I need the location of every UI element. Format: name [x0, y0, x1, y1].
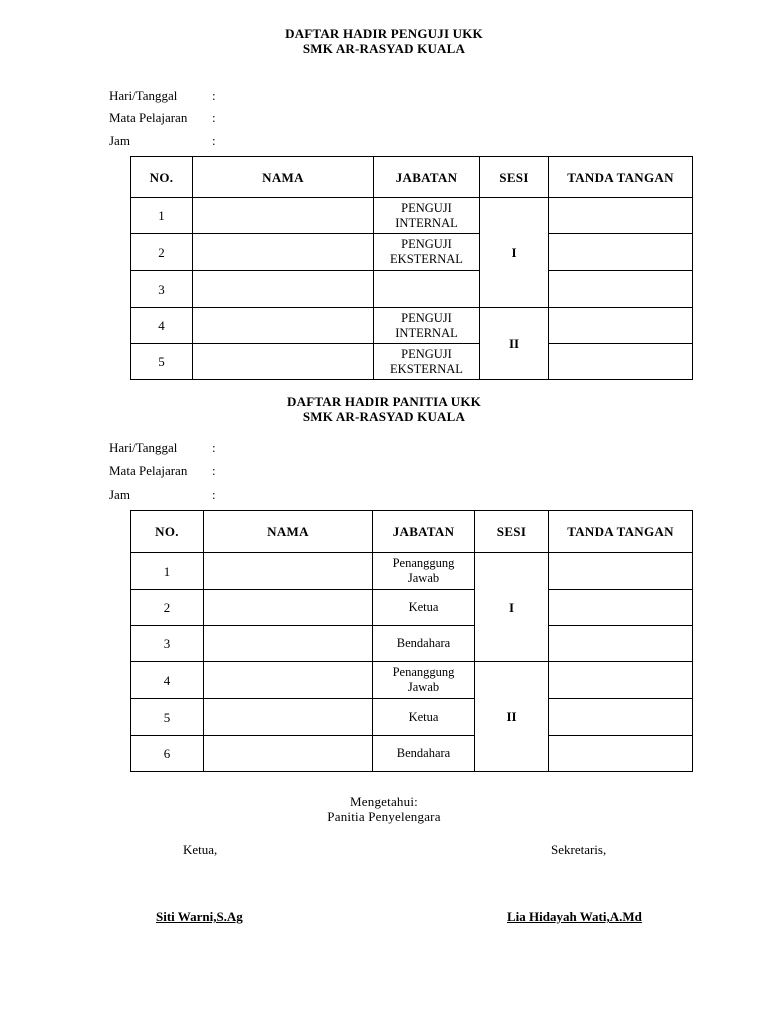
cell-sesi: I: [475, 553, 549, 662]
table-header-row: [131, 511, 693, 553]
header-tanda-tangan: TANDA TANGAN: [549, 511, 693, 553]
jabatan-line1: PENGUJI: [401, 200, 452, 215]
jabatan-line2: Jawab: [407, 571, 440, 585]
ketua-label: Ketua,: [183, 842, 218, 857]
header-sesi: SESI: [480, 157, 549, 198]
cell-sesi: II: [480, 308, 549, 380]
cell-nama[interactable]: [193, 234, 374, 271]
cell-tanda-tangan[interactable]: [549, 590, 693, 626]
header-nama: NAMA: [204, 511, 373, 553]
cell-tanda-tangan[interactable]: [549, 736, 693, 772]
cell-no: 2: [131, 590, 204, 626]
cell-no: 1: [131, 198, 193, 234]
sekretaris-label: Sekretaris,: [551, 842, 607, 857]
cell-jabatan: [374, 234, 480, 271]
table-row: [131, 590, 693, 626]
colon: :: [212, 133, 216, 148]
section2-hari-row: [109, 440, 216, 455]
sekretaris-name: Lia Hidayah Wati,A.Md: [507, 909, 642, 924]
section1-jam-row: [109, 133, 216, 148]
cell-sesi: I: [480, 198, 549, 308]
cell-no: 2: [131, 234, 193, 271]
section2-mapel-row: [109, 463, 216, 478]
cell-nama[interactable]: [193, 344, 374, 380]
section1-school: SMK AR-RASYAD KUALA: [302, 41, 466, 56]
cell-tanda-tangan[interactable]: [549, 198, 693, 234]
cell-nama[interactable]: [204, 699, 373, 736]
table-header-row: [131, 157, 693, 198]
mapel-label: Mata Pelajaran: [109, 110, 188, 125]
table-row: [131, 344, 693, 380]
cell-tanda-tangan[interactable]: [549, 344, 693, 380]
cell-nama[interactable]: [204, 553, 373, 590]
cell-no: 4: [131, 308, 193, 344]
cell-nama[interactable]: [204, 590, 373, 626]
cell-no: 4: [131, 662, 204, 699]
cell-tanda-tangan[interactable]: [549, 234, 693, 271]
header-no: NO.: [131, 511, 204, 553]
colon: :: [212, 88, 216, 103]
cell-tanda-tangan[interactable]: [549, 308, 693, 344]
cell-jabatan: Ketua: [373, 699, 475, 736]
table-row: [131, 234, 693, 271]
cell-jabatan: Bendahara: [373, 626, 475, 662]
colon: :: [212, 487, 216, 502]
cell-nama[interactable]: [193, 198, 374, 234]
header-nama: NAMA: [193, 157, 374, 198]
cell-sesi: II: [475, 662, 549, 772]
jabatan-line1: Penanggung: [392, 556, 455, 570]
cell-nama[interactable]: [204, 662, 373, 699]
table-row: [131, 308, 693, 344]
jabatan-line2: EKSTERNAL: [390, 361, 463, 376]
header-jabatan: JABATAN: [374, 157, 480, 198]
cell-nama[interactable]: [204, 626, 373, 662]
header-tanda-tangan: TANDA TANGAN: [549, 157, 693, 198]
section2-jam-row: [109, 487, 216, 502]
cell-tanda-tangan[interactable]: [549, 699, 693, 736]
cell-tanda-tangan[interactable]: [549, 662, 693, 699]
cell-no: 3: [131, 271, 193, 308]
header-jabatan: JABATAN: [373, 511, 475, 553]
cell-nama[interactable]: [193, 308, 374, 344]
table-row: [131, 626, 693, 662]
jabatan-line2: EKSTERNAL: [390, 252, 463, 266]
jabatan-line1: PENGUJI: [401, 346, 452, 361]
mengetahui-label: Mengetahui:: [350, 794, 418, 809]
table-row: [131, 699, 693, 736]
jam-label: Jam: [109, 133, 130, 148]
cell-jabatan: Ketua: [373, 590, 475, 626]
colon: :: [212, 463, 216, 478]
section2-title: DAFTAR HADIR PANITIA UKK: [287, 394, 481, 409]
panitia-label: Panitia Penyelengara: [327, 809, 441, 824]
cell-jabatan: [373, 553, 475, 590]
table-row: [131, 553, 693, 590]
header-sesi: SESI: [475, 511, 549, 553]
cell-no: 5: [131, 699, 204, 736]
colon: :: [212, 110, 216, 125]
cell-jabatan: [374, 198, 480, 234]
cell-jabatan: [374, 308, 480, 344]
penguji-table: [130, 156, 693, 380]
colon: :: [212, 440, 216, 455]
section1-mapel-row: [109, 110, 216, 125]
cell-jabatan: Bendahara: [373, 736, 475, 772]
jabatan-line2: INTERNAL: [395, 215, 458, 230]
jabatan-line2: Jawab: [407, 680, 440, 694]
table-row: [131, 736, 693, 772]
header-no: NO.: [131, 157, 193, 198]
section1-title: DAFTAR HADIR PENGUJI UKK: [285, 26, 483, 41]
jabatan-line2: INTERNAL: [395, 325, 458, 340]
table-row: [131, 198, 693, 234]
cell-tanda-tangan[interactable]: [549, 553, 693, 590]
mapel-label: Mata Pelajaran: [109, 463, 188, 478]
cell-nama[interactable]: [204, 736, 373, 772]
hari-label: Hari/Tanggal: [109, 440, 178, 455]
jabatan-line1: PENGUJI: [401, 237, 452, 251]
cell-nama[interactable]: [193, 271, 374, 308]
section2-school: SMK AR-RASYAD KUALA: [302, 409, 466, 424]
jabatan-line1: Penanggung: [392, 665, 455, 679]
jabatan-line1: PENGUJI: [401, 310, 452, 325]
cell-jabatan: [374, 271, 480, 308]
cell-jabatan: [373, 662, 475, 699]
cell-no: 6: [131, 736, 204, 772]
section1-hari-row: [109, 88, 216, 103]
table-row: [131, 271, 693, 308]
cell-no: 3: [131, 626, 204, 662]
cell-no: 1: [131, 553, 204, 590]
jam-label: Jam: [109, 487, 130, 502]
cell-jabatan: [374, 344, 480, 380]
cell-tanda-tangan[interactable]: [549, 626, 693, 662]
cell-no: 5: [131, 344, 193, 380]
ketua-name: Siti Warni,S.Ag: [156, 909, 243, 924]
hari-label: Hari/Tanggal: [109, 88, 178, 103]
panitia-table: [130, 510, 693, 772]
cell-tanda-tangan[interactable]: [549, 271, 693, 308]
table-row: [131, 662, 693, 699]
